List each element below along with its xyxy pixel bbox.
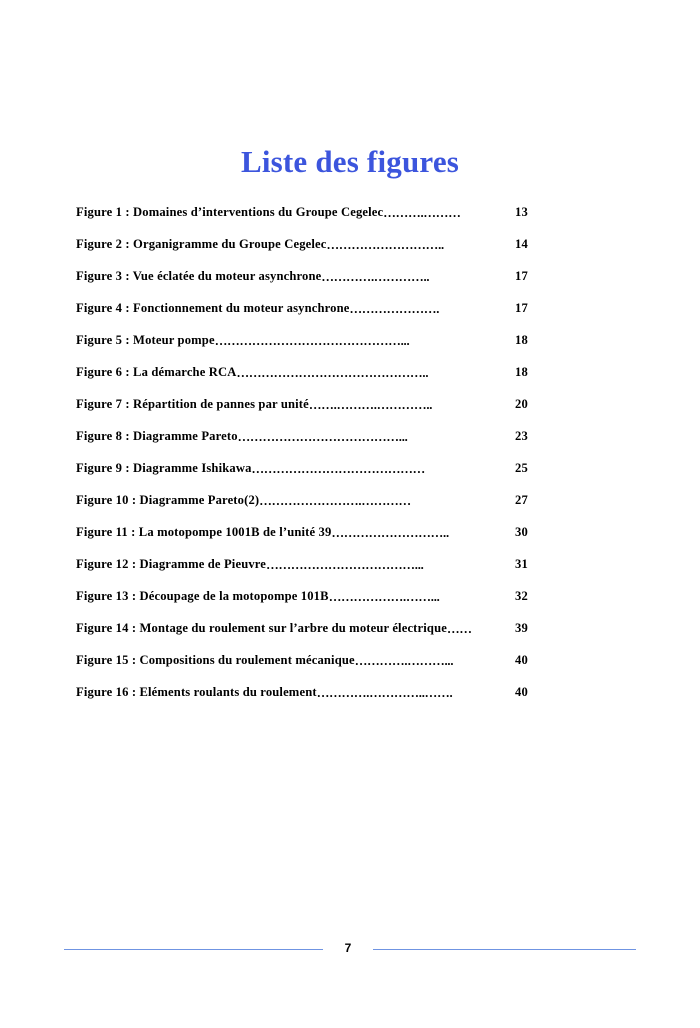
figure-entry-label: Figure 14 : Montage du roulement sur l’arbre du moteur électrique — [76, 621, 447, 635]
figure-list-item[interactable] — [76, 196, 528, 228]
figure-entry-leader: ……….……… — [383, 206, 461, 220]
figure-entry-label: Figure 10 : Diagramme Pareto(2) — [76, 493, 260, 507]
figure-entry-leader: ……………………….. — [326, 238, 444, 252]
figure-list-item[interactable] — [76, 484, 528, 516]
figure-list-item[interactable] — [76, 292, 528, 324]
figure-entry-page-number: 27 — [515, 493, 528, 507]
figure-entry-leader: ……………….……... — [328, 590, 440, 604]
figure-entry-page-number: 17 — [515, 269, 528, 283]
figure-entry-leader: …………………….………… — [259, 494, 411, 508]
footer-rule-right — [373, 949, 636, 950]
figure-entry-page-number: 18 — [515, 333, 528, 347]
figure-entry-page-number: 14 — [515, 237, 528, 251]
figure-entry-page-number: 13 — [515, 205, 528, 219]
figure-list-item[interactable] — [76, 644, 528, 676]
figure-entry-label: Figure 16 : Eléments roulants du roulement — [76, 685, 317, 699]
figure-entry-label: Figure 2 : Organigramme du Groupe Cegelec — [76, 237, 327, 251]
figure-entry-page-number: 40 — [515, 653, 528, 667]
figure-entry-leader: …………………. — [349, 302, 440, 316]
figure-entry-label: Figure 9 : Diagramme Ishikawa — [76, 461, 252, 475]
figure-entry-label: Figure 5 : Moteur pompe — [76, 333, 215, 347]
figure-entry-page-number: 40 — [515, 685, 528, 699]
figure-entry-label: Figure 12 : Diagramme de Pieuvre — [76, 557, 267, 571]
figure-entry-leader: ………………………………………... — [214, 334, 410, 348]
figure-list-item[interactable] — [76, 580, 528, 612]
figure-entry-page-number: 25 — [515, 461, 528, 475]
figure-list-item[interactable] — [76, 356, 528, 388]
figure-entry-label: Figure 13 : Découpage de la motopompe 101B — [76, 589, 329, 603]
figure-entry-label: Figure 8 : Diagramme Pareto — [76, 429, 238, 443]
figure-list-item[interactable] — [76, 676, 528, 708]
footer-page-number: 7 — [344, 941, 352, 955]
figure-entry-page-number: 39 — [515, 621, 528, 635]
figure-entry-page-number: 32 — [515, 589, 528, 603]
figure-list-item[interactable] — [76, 548, 528, 580]
figure-entry-label: Figure 11 : La motopompe 1001B de l’unité 39 — [76, 525, 332, 539]
figure-list-item[interactable] — [76, 228, 528, 260]
figure-entry-leader: ………….………... — [354, 654, 454, 668]
figure-entry-leader: …….……….………….. — [308, 398, 433, 412]
figure-list — [76, 196, 528, 708]
figure-list-item[interactable] — [76, 452, 528, 484]
figure-list-item[interactable] — [76, 324, 528, 356]
figure-entry-leader: ………….…………..……. — [316, 686, 453, 700]
page-title: Liste des figures — [240, 143, 460, 179]
figure-list-item[interactable] — [76, 388, 528, 420]
figure-list-item[interactable] — [76, 420, 528, 452]
figure-entry-page-number: 31 — [515, 557, 528, 571]
figure-entry-leader: ……………………………………….. — [236, 366, 429, 380]
figure-list-item[interactable] — [76, 260, 528, 292]
figure-entry-label: Figure 4 : Fonctionnement du moteur asynchrone — [76, 301, 350, 315]
figure-entry-leader: ………….………….. — [321, 270, 430, 284]
figure-entry-leader: …………………………………… — [251, 462, 426, 476]
figure-entry-leader: …………………………………... — [237, 430, 408, 444]
page-footer — [0, 938, 700, 960]
figure-entry-leader: …… — [446, 622, 472, 636]
figure-entry-leader: ……………………….. — [331, 526, 449, 540]
figure-list-item[interactable] — [76, 516, 528, 548]
figure-entry-label: Figure 7 : Répartition de pannes par unité — [76, 397, 309, 411]
figure-entry-leader: ………………………………... — [266, 558, 424, 572]
figure-list-item[interactable] — [76, 612, 528, 644]
figure-entry-label: Figure 1 : Domaines d’interventions du Groupe Cegelec — [76, 205, 384, 219]
figure-entry-label: Figure 15 : Compositions du roulement mécanique — [76, 653, 355, 667]
figure-entry-page-number: 20 — [515, 397, 528, 411]
footer-rule-left — [64, 949, 323, 950]
figure-entry-page-number: 17 — [515, 301, 528, 315]
figure-entry-label: Figure 6 : La démarche RCA — [76, 365, 237, 379]
figure-entry-page-number: 18 — [515, 365, 528, 379]
figure-entry-label: Figure 3 : Vue éclatée du moteur asynchrone — [76, 269, 322, 283]
figure-entry-page-number: 23 — [515, 429, 528, 443]
figure-entry-page-number: 30 — [515, 525, 528, 539]
